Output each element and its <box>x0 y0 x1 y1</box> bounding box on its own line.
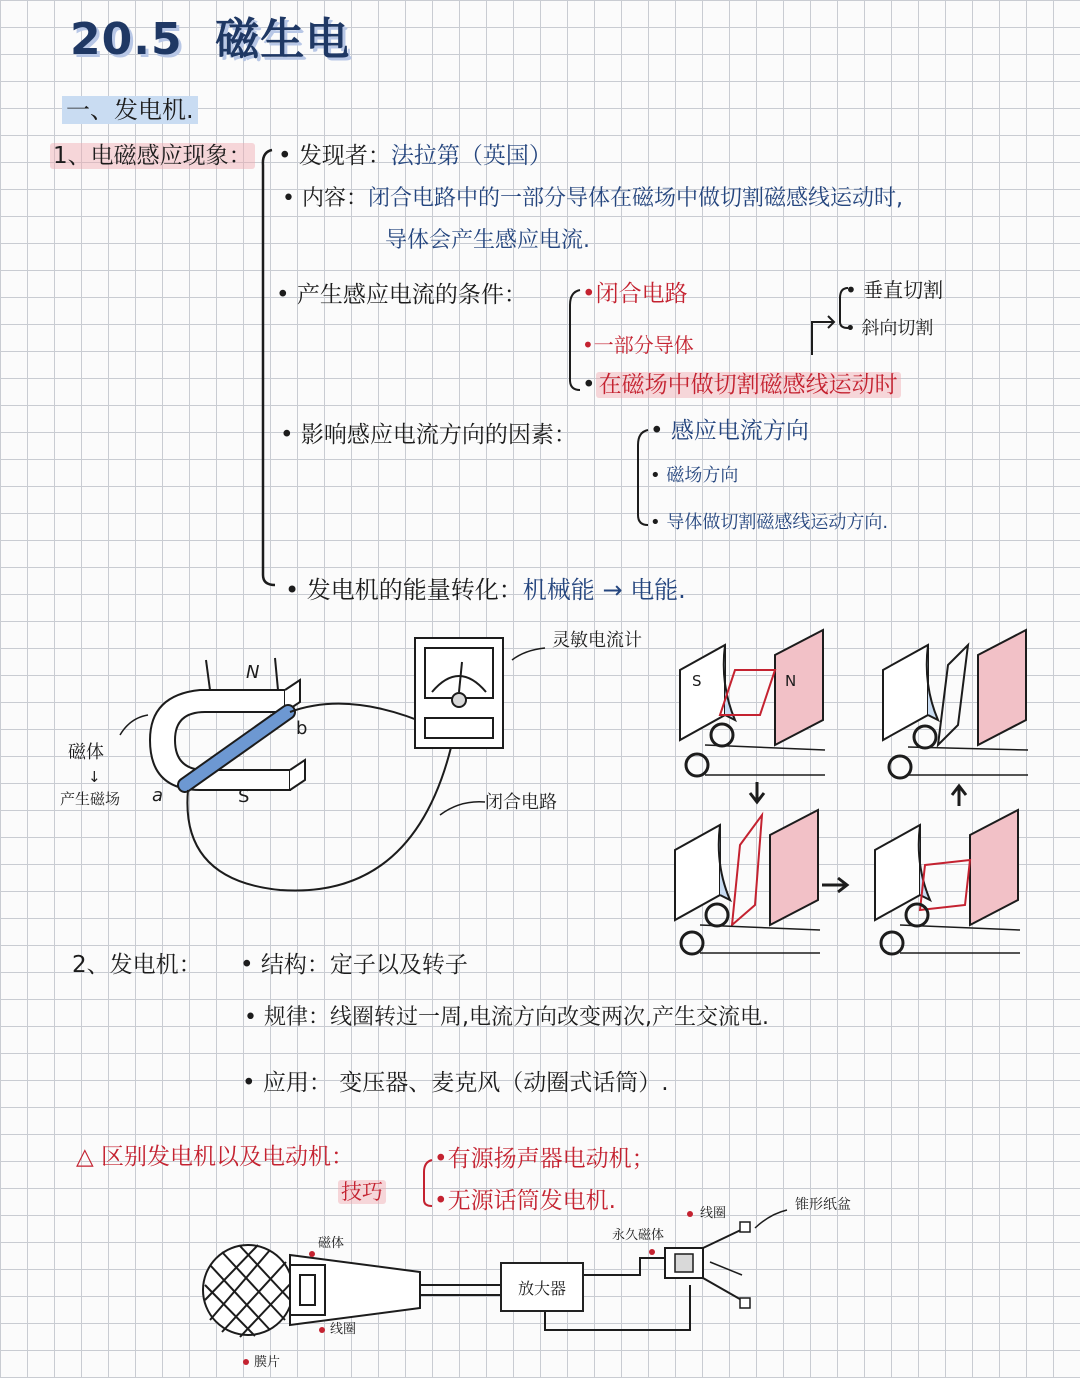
tip-item-1: •有源扬声器电动机； <box>434 1146 655 1172</box>
main-bracket <box>263 150 275 585</box>
condition-3: • 在磁场中做切割磁感线运动时 <box>582 372 901 400</box>
application-row: • 应用： 变压器、麦克风（动圈式话筒）. <box>242 1070 669 1096</box>
coil-panel-4 <box>875 810 1020 954</box>
pole-s-label: S <box>238 786 250 807</box>
tip-row <box>76 1144 354 1172</box>
end-b-label: b <box>296 718 308 739</box>
energy-label: 发电机的能量转化： <box>306 576 523 604</box>
circuit-wire-top <box>290 704 432 726</box>
rule-row: • 规律：线圈转过一周,电流方向改变两次,产生交流电. <box>244 1005 769 1030</box>
structure-label: 结构： <box>260 952 330 978</box>
content-row: • 内容：闭合电路中的一部分导体在磁场中做切割磁感线运动时, <box>282 186 903 211</box>
mic-magnet-label: 磁体 <box>318 1236 345 1251</box>
pole-n-label: N <box>246 662 260 683</box>
magnet-pointer <box>120 715 148 735</box>
arrow-down <box>750 782 764 802</box>
mic-membrane-label: 膜片 <box>254 1355 281 1370</box>
end-a-label: a <box>152 785 164 806</box>
coil-panel-3 <box>675 810 820 954</box>
title-number: 20.5 <box>70 14 183 65</box>
energy-arrow: → <box>602 576 623 604</box>
section-heading: 一、发电机. <box>62 96 198 125</box>
rule-label: 规律： <box>263 1005 330 1030</box>
amplifier-box <box>500 1262 584 1312</box>
section2-label: 2、发电机： <box>72 952 202 978</box>
factors-label: • 影响感应电流方向的因素： <box>280 422 577 448</box>
circuit-label: 闭合电路 <box>485 792 557 813</box>
discoverer-row: • 发现者：法拉第（英国） <box>278 143 552 169</box>
galvanometer <box>415 638 503 748</box>
rule-value: 线圈转过一周,电流方向改变两次,产生交流电. <box>330 1005 769 1030</box>
magnet-arrow: ↓ <box>88 768 101 786</box>
coil-pole-s: S <box>692 672 702 690</box>
tip-bracket <box>424 1160 432 1206</box>
application-value: 变压器、麦克风（动圈式话筒）. <box>339 1070 669 1096</box>
coil-panel-2 <box>883 630 1028 778</box>
circuit-pointer <box>440 802 485 815</box>
arrow-right <box>822 878 847 892</box>
application-label: 应用： <box>262 1070 332 1096</box>
item1-label: 1、电磁感应现象： <box>50 143 255 171</box>
coil-pole-n: N <box>785 672 797 690</box>
factor-2: • 磁场方向 <box>650 465 739 486</box>
energy-to: 电能. <box>630 576 686 604</box>
tip-text: 区别发电机以及电动机： <box>101 1144 355 1170</box>
coil-panel-1 <box>680 630 825 776</box>
discoverer-label: 发现者： <box>298 143 391 169</box>
speaker-coil-label: 线圈 <box>700 1206 727 1221</box>
conditions-bracket <box>570 290 580 390</box>
structure-value: 定子以及转子 <box>329 952 468 978</box>
amplifier-label: 放大器 <box>517 1278 566 1298</box>
galvanometer-pointer <box>512 648 545 660</box>
title-text: 磁生电 <box>215 14 351 65</box>
tip-item-2: •无源话筒发电机. <box>434 1188 616 1214</box>
mic-coil-label: 线圈 <box>330 1322 357 1337</box>
cut-type-2: • 斜向切割 <box>845 318 934 339</box>
cone-pointer <box>755 1210 787 1228</box>
conditions-label: • 产生感应电流的条件： <box>276 282 527 308</box>
tip-sublabel: 技巧 <box>338 1180 386 1205</box>
factor-1: • 感应电流方向 <box>650 418 809 444</box>
cut-type-1: • 垂直切割 <box>845 278 944 302</box>
galvanometer-label: 灵敏电流计 <box>552 630 642 651</box>
magnet-effect-label: 产生磁场 <box>60 790 121 808</box>
condition-1: •闭合电路 <box>582 281 688 307</box>
cut-arrow <box>812 316 834 355</box>
content-line1: 闭合电路中的一部分导体在磁场中做切割磁感线运动时, <box>368 186 903 211</box>
content-line2: 导体会产生感应电流. <box>385 228 590 253</box>
factor-3: • 导体做切割磁感线运动方向. <box>650 512 889 533</box>
arrow-up <box>952 786 966 806</box>
magnet-label: 磁体 <box>68 742 104 763</box>
cut-bracket <box>840 288 848 328</box>
condition-2: •一部分导体 <box>582 333 694 357</box>
cone-label: 锥形纸盆 <box>795 1197 851 1213</box>
content-label: 内容： <box>301 186 368 211</box>
discoverer-value: 法拉第（英国） <box>390 143 552 169</box>
energy-from: 机械能 <box>522 576 595 604</box>
structure-row: • 结构：定子以及转子 <box>240 952 468 978</box>
warning-icon: △ <box>76 1144 94 1170</box>
perm-magnet-label: 永久磁体 <box>612 1228 665 1243</box>
factors-bracket <box>638 430 648 525</box>
energy-row: • 发电机的能量转化：机械能 → 电能. <box>285 576 686 604</box>
